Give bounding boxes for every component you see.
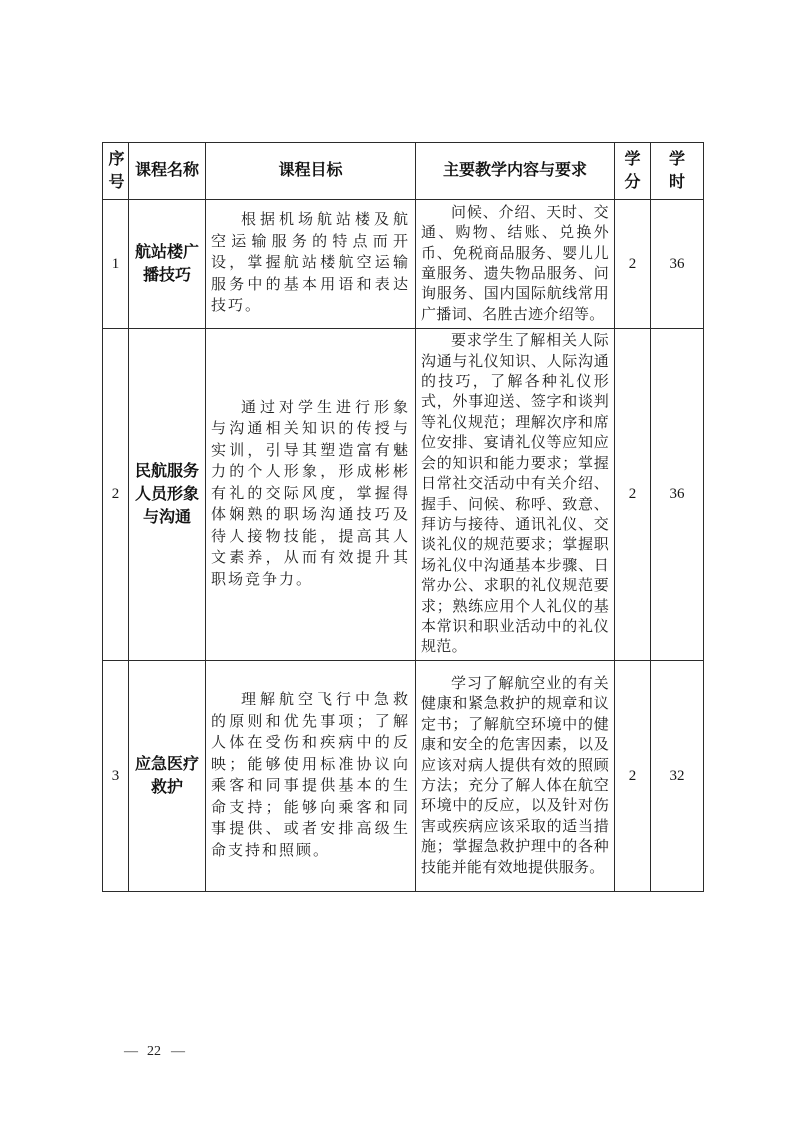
cell-credits: 2 xyxy=(615,329,651,661)
cell-course-name: 航站楼广播技巧 xyxy=(129,200,206,329)
objective-text: 根据机场航站楼及航空运输服务的特点而开设，掌握航站楼航空运输服务中的基本用语和表达技巧。 xyxy=(211,212,410,315)
cell-content xyxy=(416,661,615,892)
header-cell-course-name: 课程名称 xyxy=(129,143,206,200)
cell-hours: 36 xyxy=(651,200,704,329)
cell-objective xyxy=(206,329,416,661)
objective-text: 理解航空飞行中急救的原则和优先事项；了解人体在受伤和疾病中的反映；能够使用标准协议向乘客和同事提供基本的生命支持；能够向乘客和同事提供、或者安排高级生命支持和照顾。 xyxy=(211,692,410,859)
footer-left-dash: — xyxy=(124,1044,137,1059)
header-cell-credits xyxy=(615,143,651,200)
cell-objective xyxy=(206,661,416,892)
course-table xyxy=(102,142,704,892)
header-cell-no xyxy=(103,143,129,200)
cell-credits: 2 xyxy=(615,200,651,329)
cell-course-name: 应急医疗救护 xyxy=(129,661,206,892)
content-text: 学习了解航空业的有关健康和紧急救护的规章和议定书；了解航空环境中的健康和安全的危害因素，以及应该对病人提供有效的照顾方法；充分了解人体在航空环境中的反应，以及针对伤害或疾病应该采取的适当措施；掌握急救护理中的各种技能并能有效地提供服务。 xyxy=(421,675,609,876)
header-cell-objective: 课程目标 xyxy=(206,143,416,200)
header-label-credits: 学分 xyxy=(624,150,641,191)
cell-credits: 2 xyxy=(615,661,651,892)
objective-text: 通过对学生进行形象与沟通相关知识的传授与实训，引导其塑造富有魅力的个人形象，形成彬彬有礼的交际风度，掌握得体娴熟的职场沟通技巧及待人接物技能，提高其人文素养，从而有效提升其职场竞争力。 xyxy=(211,399,410,588)
header-cell-content: 主要教学内容与要求 xyxy=(416,143,615,200)
table-row xyxy=(103,329,704,661)
cell-hours: 32 xyxy=(651,661,704,892)
table-row xyxy=(103,200,704,329)
header-row xyxy=(103,143,704,200)
table-row xyxy=(103,661,704,892)
cell-no: 1 xyxy=(103,200,129,329)
footer-right-dash: — xyxy=(171,1044,184,1059)
header-label-hours: 学时 xyxy=(668,150,685,191)
header-cell-hours xyxy=(651,143,704,200)
cell-content xyxy=(416,200,615,329)
cell-no: 2 xyxy=(103,329,129,661)
page-number: 22 xyxy=(147,1044,161,1059)
cell-content xyxy=(416,329,615,661)
cell-objective xyxy=(206,200,416,329)
cell-hours: 36 xyxy=(651,329,704,661)
content-text: 问候、介绍、天时、交通、购物、结账、兑换外币、免税商品服务、婴儿儿童服务、遗失物品服务、问询服务、国内国际航线常用广播词、名胜古迹介绍等。 xyxy=(421,204,609,323)
page-footer xyxy=(124,1044,184,1060)
cell-course-name: 民航服务人员形象与沟通 xyxy=(129,329,206,661)
header-label-no: 序号 xyxy=(108,150,125,191)
cell-no: 3 xyxy=(103,661,129,892)
content-text: 要求学生了解相关人际沟通与礼仪知识、人际沟通的技巧，了解各种礼仪形式，外事迎送、签字和谈判等礼仪规范；理解次序和席位安排、宴请礼仪等应知应会的知识和能力要求；掌握日常社交活动中有关介绍、握手、问候、称呼、致意、拜访与接待、通讯礼仪、交谈礼仪的规范要求；掌握职场礼仪中沟通基本步骤、日常办公、求职的礼仪规范要求；熟练应用个人礼仪的基本常识和职业活动中的礼仪规范。 xyxy=(421,333,609,656)
